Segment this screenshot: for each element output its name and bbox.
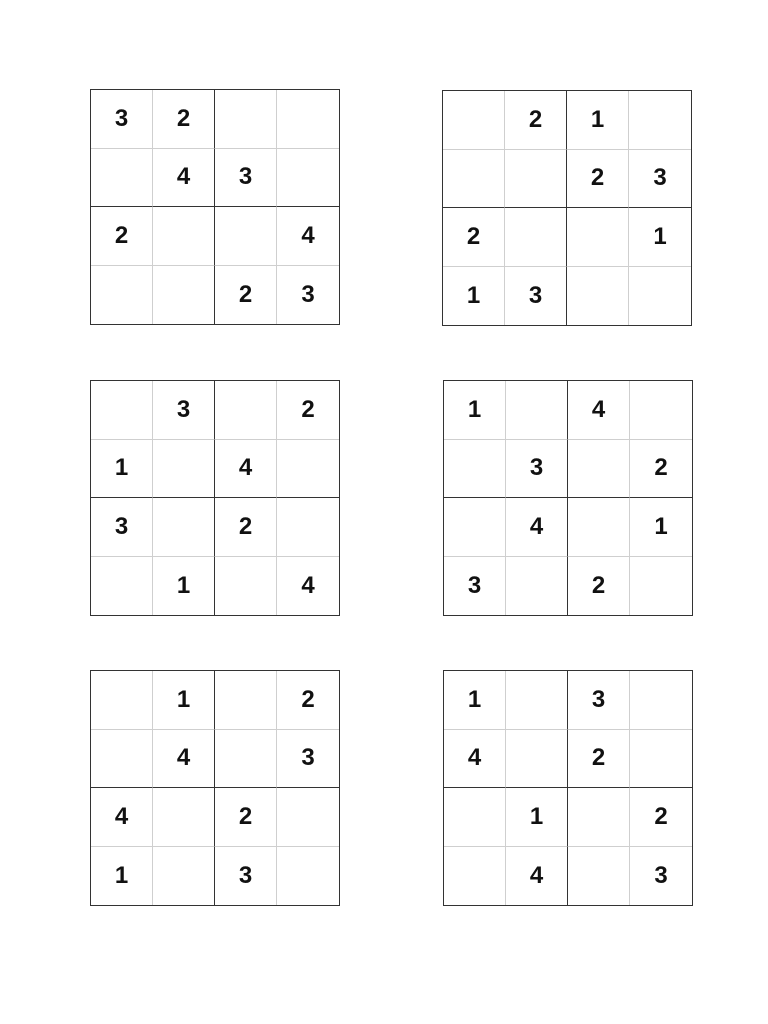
sudoku-cell[interactable] <box>277 149 339 208</box>
sudoku-cell[interactable] <box>91 381 153 440</box>
sudoku-cell[interactable] <box>91 266 153 325</box>
sudoku-cell[interactable] <box>277 847 339 906</box>
sudoku-cell[interactable]: 4 <box>215 440 277 499</box>
sudoku-cell[interactable]: 2 <box>215 498 277 557</box>
sudoku-cell[interactable]: 2 <box>153 90 215 149</box>
sudoku-cell[interactable] <box>91 730 153 789</box>
sudoku-grid-2 <box>442 90 692 326</box>
sudoku-cell[interactable] <box>277 788 339 847</box>
sudoku-cell[interactable]: 3 <box>91 498 153 557</box>
sudoku-cell[interactable] <box>567 208 629 267</box>
sudoku-cell[interactable]: 4 <box>277 207 339 266</box>
sudoku-cell[interactable] <box>630 381 692 440</box>
sudoku-cell[interactable]: 4 <box>444 730 506 789</box>
sudoku-cell[interactable] <box>506 557 568 616</box>
sudoku-cell[interactable]: 3 <box>301 280 315 308</box>
sudoku-cell[interactable]: 1 <box>443 267 505 326</box>
sudoku-cell[interactable]: 4 <box>153 730 215 789</box>
sudoku-cell[interactable] <box>153 847 215 906</box>
sudoku-cell[interactable]: 3 <box>629 150 691 209</box>
sudoku-cell[interactable]: 3 <box>505 267 567 326</box>
sudoku-grid-1 <box>90 89 340 325</box>
sudoku-cell[interactable]: 2 <box>215 266 277 325</box>
sudoku-cell[interactable]: 2 <box>630 788 692 847</box>
sudoku-cell[interactable]: 2 <box>505 91 567 150</box>
sudoku-grid-3 <box>90 380 340 616</box>
sudoku-cell[interactable] <box>568 847 630 906</box>
sudoku-cell[interactable] <box>505 150 567 209</box>
sudoku-cell[interactable]: 3 <box>215 847 277 906</box>
sudoku-cell[interactable] <box>91 149 153 208</box>
sudoku-cell[interactable]: 2 <box>567 150 629 209</box>
sudoku-grid-4 <box>443 380 693 616</box>
sudoku-cell[interactable]: 2 <box>443 208 505 267</box>
sudoku-cell[interactable] <box>153 788 215 847</box>
sudoku-cell[interactable] <box>153 440 215 499</box>
sudoku-cell[interactable] <box>443 150 505 209</box>
sudoku-grid-5 <box>90 670 340 906</box>
sudoku-cell[interactable]: 3 <box>277 730 339 789</box>
sudoku-cell[interactable] <box>505 208 567 267</box>
sudoku-cell[interactable]: 4 <box>568 381 630 440</box>
sudoku-cell[interactable] <box>443 91 505 150</box>
sudoku-cell[interactable]: 1 <box>91 440 153 499</box>
sudoku-cell[interactable]: 1 <box>567 91 629 150</box>
sudoku-cell[interactable] <box>444 847 506 906</box>
sudoku-cell[interactable] <box>444 440 506 499</box>
sudoku-cell[interactable] <box>277 440 339 499</box>
sudoku-cell[interactable] <box>567 267 629 326</box>
sudoku-cell[interactable]: 2 <box>277 381 339 440</box>
sudoku-cell[interactable] <box>153 266 215 325</box>
sudoku-cell[interactable]: 3 <box>215 149 277 208</box>
sudoku-cell[interactable]: 4 <box>506 847 568 906</box>
sudoku-cell[interactable] <box>568 788 630 847</box>
sudoku-cell[interactable]: 2 <box>568 730 630 789</box>
sudoku-cell[interactable]: 2 <box>630 440 692 499</box>
sudoku-cell[interactable] <box>215 557 277 616</box>
sudoku-cell[interactable]: 1 <box>153 557 215 616</box>
sudoku-cell[interactable] <box>215 90 277 149</box>
sudoku-cell[interactable] <box>215 671 277 730</box>
sudoku-cell[interactable] <box>91 671 153 730</box>
sudoku-cell[interactable]: 4 <box>506 498 568 557</box>
sudoku-cell[interactable] <box>629 91 691 150</box>
sudoku-cell[interactable] <box>153 207 215 266</box>
sudoku-cell[interactable] <box>630 557 692 616</box>
sudoku-cell[interactable]: 3 <box>153 381 215 440</box>
sudoku-cell[interactable]: 3 <box>91 90 153 149</box>
sudoku-cell[interactable]: 3 <box>568 671 630 730</box>
sudoku-cell[interactable] <box>629 267 691 326</box>
sudoku-cell[interactable]: 1 <box>629 208 691 267</box>
sudoku-cell[interactable]: 1 <box>91 847 153 906</box>
sudoku-cell[interactable]: 1 <box>506 788 568 847</box>
sudoku-cell[interactable]: 2 <box>277 671 339 730</box>
sudoku-cell[interactable] <box>506 671 568 730</box>
sudoku-cell[interactable]: 1 <box>630 498 692 557</box>
sudoku-cell[interactable] <box>215 207 277 266</box>
sudoku-cell[interactable]: 4 <box>153 149 215 208</box>
sudoku-grid-6 <box>443 670 693 906</box>
sudoku-cell[interactable] <box>444 788 506 847</box>
sudoku-cell[interactable]: 2 <box>215 788 277 847</box>
sudoku-cell[interactable]: 1 <box>444 671 506 730</box>
sudoku-cell[interactable] <box>506 381 568 440</box>
sudoku-cell[interactable]: 2 <box>568 557 630 616</box>
sudoku-cell[interactable] <box>215 730 277 789</box>
sudoku-cell[interactable]: 3 <box>506 440 568 499</box>
sudoku-cell[interactable] <box>91 557 153 616</box>
sudoku-cell[interactable]: 1 <box>153 671 215 730</box>
sudoku-cell[interactable] <box>630 671 692 730</box>
sudoku-cell[interactable]: 4 <box>301 571 315 599</box>
sudoku-cell[interactable] <box>568 440 630 499</box>
sudoku-cell[interactable] <box>215 381 277 440</box>
sudoku-cell[interactable] <box>630 730 692 789</box>
sudoku-cell[interactable] <box>277 498 339 557</box>
sudoku-cell[interactable]: 3 <box>654 861 668 889</box>
sudoku-cell[interactable] <box>277 90 339 149</box>
sudoku-cell[interactable]: 3 <box>444 557 506 616</box>
sudoku-cell[interactable] <box>506 730 568 789</box>
sudoku-cell[interactable] <box>568 498 630 557</box>
sudoku-cell[interactable] <box>444 498 506 557</box>
sudoku-cell[interactable]: 4 <box>91 788 153 847</box>
sudoku-cell[interactable] <box>153 498 215 557</box>
sudoku-cell[interactable]: 1 <box>444 381 506 440</box>
sudoku-cell[interactable]: 2 <box>91 207 153 266</box>
